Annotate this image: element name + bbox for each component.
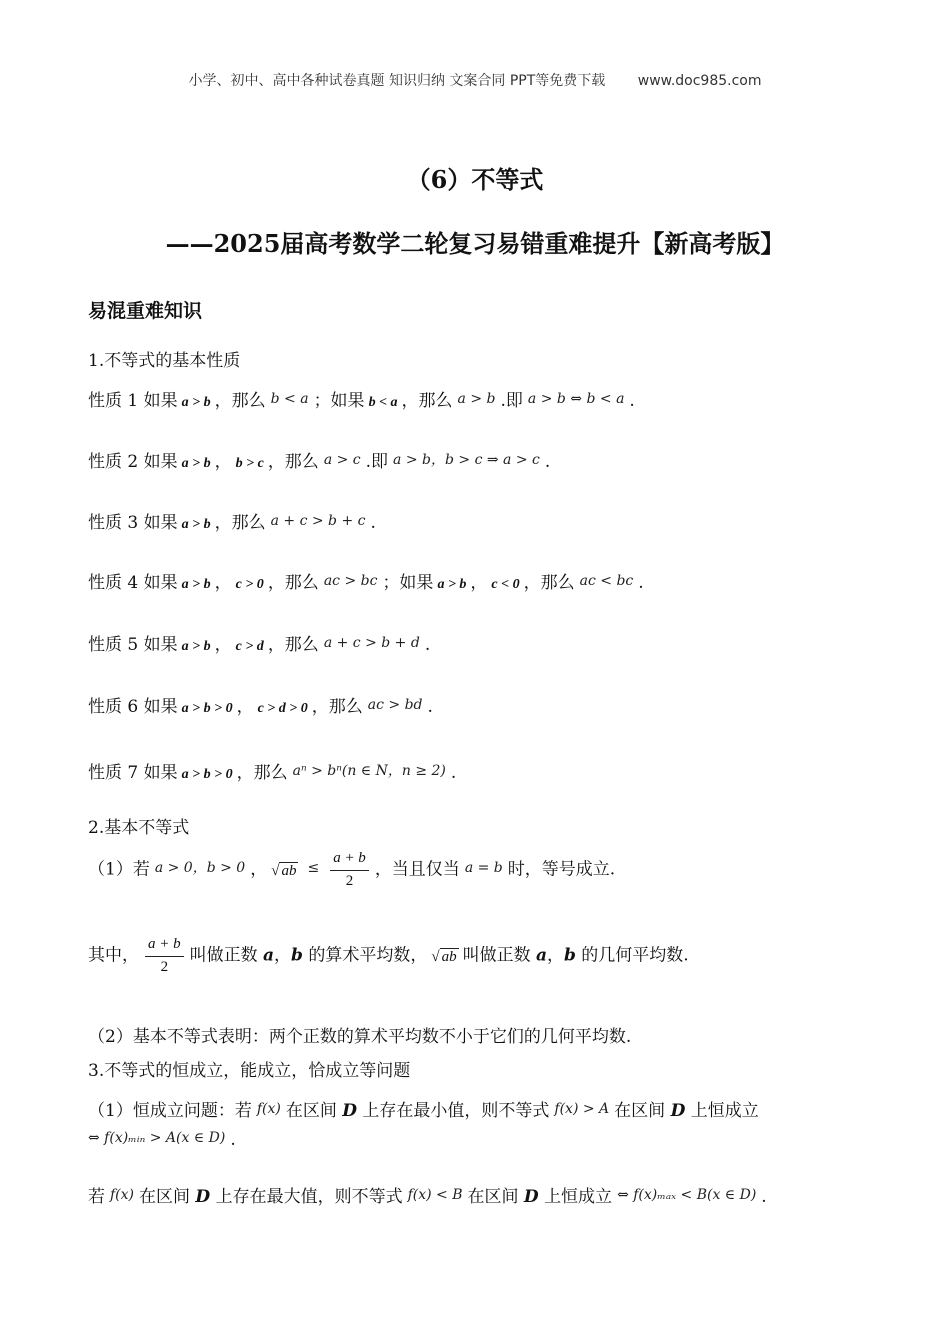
numerator: a + b xyxy=(330,850,369,871)
text: ， xyxy=(250,859,268,880)
text: . xyxy=(544,452,551,472)
text: ， xyxy=(236,697,254,717)
property-6 xyxy=(88,692,433,717)
s1-heading: 1.不等式的基本性质 xyxy=(88,351,241,371)
property-2 xyxy=(88,447,550,472)
math: a > b xyxy=(181,639,211,654)
numerator: a + b xyxy=(145,936,184,957)
text: ， xyxy=(214,452,232,472)
text: 性质 3 如果 xyxy=(88,513,178,533)
fraction xyxy=(330,850,369,890)
text: 上存在最大值，则不等式 xyxy=(215,1187,403,1207)
property-1 xyxy=(88,386,635,411)
text: . xyxy=(230,1130,236,1150)
math: ≤ xyxy=(307,859,320,876)
denominator: 2 xyxy=(160,959,169,975)
text: ，那么 xyxy=(267,452,319,472)
text: ， xyxy=(214,573,232,593)
text: 的算术平均数， xyxy=(308,945,428,966)
text: . xyxy=(427,697,433,717)
text: 在区间 xyxy=(467,1187,519,1207)
basic-inequality-1 xyxy=(88,850,615,890)
math: f(x) < B xyxy=(407,1187,463,1203)
math: b < a xyxy=(368,395,398,410)
text: . xyxy=(424,635,431,655)
math: a > b xyxy=(181,456,211,471)
s3-line-2 xyxy=(88,1130,236,1150)
sqrt-content: ab xyxy=(441,948,457,965)
math: aⁿ > bⁿ(n ∈ N，n ≥ 2) xyxy=(292,763,446,779)
text: 上恒成立 xyxy=(544,1187,613,1207)
math: a > b xyxy=(181,395,211,410)
s2-heading: 2.基本不等式 xyxy=(88,818,190,838)
section-heading: 易混重难知识 xyxy=(88,300,203,322)
text: 性质 6 如果 xyxy=(88,697,178,717)
text: 若 xyxy=(88,1187,105,1207)
text: . xyxy=(629,391,635,411)
math: a > c xyxy=(323,452,361,468)
text: 上存在最小值，则不等式 xyxy=(362,1101,550,1121)
text: 其中， xyxy=(88,945,139,966)
text: ；如果 xyxy=(382,573,434,593)
var: D xyxy=(523,1187,539,1207)
text: 上恒成立 xyxy=(690,1101,759,1121)
math: a > b，b > c ⇒ a > c xyxy=(393,452,540,468)
s3-line-1 xyxy=(88,1096,759,1121)
text: ， xyxy=(214,635,232,655)
math: c > d > 0 xyxy=(257,701,308,716)
var: b xyxy=(291,945,303,966)
page-title: （6）不等式 xyxy=(406,165,544,194)
math: ac > bc xyxy=(323,573,378,589)
text: ，那么 xyxy=(311,697,363,717)
text: .即 xyxy=(500,391,523,411)
text: （1）若 xyxy=(88,859,150,880)
property-5 xyxy=(88,630,430,655)
property-3 xyxy=(88,508,376,533)
text: ，那么 xyxy=(214,513,266,533)
math: a + c > b + c xyxy=(270,513,366,529)
text: ， xyxy=(547,945,564,966)
text: 叫做正数 xyxy=(189,945,258,966)
text: . xyxy=(450,763,457,783)
text: 性质 4 如果 xyxy=(88,573,178,593)
text: 在区间 xyxy=(285,1101,337,1121)
math: c < 0 xyxy=(491,577,520,592)
text: 在区间 xyxy=(139,1187,191,1207)
text: 性质 2 如果 xyxy=(88,452,178,472)
math: c > d xyxy=(235,639,264,654)
math: ⇔ f(x)ₘᵢₙ > A(x ∈ D) xyxy=(88,1130,226,1146)
text: . xyxy=(761,1187,767,1207)
text: 性质 7 如果 xyxy=(88,763,178,783)
text: 在区间 xyxy=(614,1101,666,1121)
text: 性质 5 如果 xyxy=(88,635,178,655)
fraction xyxy=(145,936,184,976)
page-header xyxy=(0,70,950,90)
text: ，当且仅当 xyxy=(374,859,460,880)
text: ， xyxy=(274,945,292,966)
math: a > b xyxy=(437,577,467,592)
var: b xyxy=(564,945,576,966)
math: ac > bd xyxy=(367,697,423,713)
text: ，那么 xyxy=(267,635,319,655)
math: c > 0 xyxy=(235,577,264,592)
var: D xyxy=(195,1187,211,1207)
s3-heading: 3.不等式的恒成立，能成立，恰成立等问题 xyxy=(88,1061,411,1081)
text: 的几何平均数. xyxy=(581,945,689,966)
math: ⇔ f(x)ₘₐₓ < B(x ∈ D) xyxy=(617,1187,757,1203)
math: a > b > 0 xyxy=(181,767,233,782)
basic-inequality-3: （2）基本不等式表明：两个正数的算术平均数不小于它们的几何平均数. xyxy=(88,1027,632,1047)
math: f(x) xyxy=(256,1101,281,1117)
var: a xyxy=(535,945,547,966)
sqrt-ab: √ ab xyxy=(271,862,297,879)
text: 时，等号成立. xyxy=(507,859,616,880)
property-4 xyxy=(88,568,644,593)
s3-line-3 xyxy=(88,1182,767,1207)
math: a > b xyxy=(457,391,496,407)
text: ，那么 xyxy=(214,391,266,411)
header-text: 小学、初中、高中各种试卷真题 知识归纳 文案合同 PPT等免费下载 xyxy=(188,73,606,89)
text: ， xyxy=(470,573,488,593)
var: D xyxy=(670,1101,686,1121)
math: a > b xyxy=(181,577,211,592)
math: a = b xyxy=(464,859,503,876)
math: a > b > 0 xyxy=(181,701,233,716)
var: D xyxy=(342,1101,357,1121)
text: 叫做正数 xyxy=(462,945,531,966)
math: f(x) > A xyxy=(554,1101,610,1117)
math: b < a xyxy=(270,391,309,407)
text: ，那么 xyxy=(267,573,319,593)
text: . xyxy=(370,513,376,533)
text: （1）恒成立问题：若 xyxy=(88,1101,252,1121)
text: . xyxy=(638,573,644,593)
math: f(x) xyxy=(110,1187,135,1203)
var: a xyxy=(263,945,275,966)
text: 性质 1 如果 xyxy=(88,391,178,411)
property-7 xyxy=(88,758,456,783)
math: b > c xyxy=(235,456,264,471)
math: a > 0，b > 0 xyxy=(154,859,246,876)
text: ，那么 xyxy=(236,763,288,783)
text: .即 xyxy=(365,452,389,472)
sqrt-ab: √ ab xyxy=(431,948,457,965)
sqrt-content: ab xyxy=(281,862,297,879)
text: ，那么 xyxy=(523,573,575,593)
math: a + c > b + d xyxy=(323,635,420,651)
math: a > b xyxy=(181,517,211,532)
math: ac < bc xyxy=(579,573,634,589)
text: ；如果 xyxy=(313,391,365,411)
denominator: 2 xyxy=(345,873,354,889)
basic-inequality-2 xyxy=(88,936,689,976)
text: ，那么 xyxy=(401,391,453,411)
page-subtitle: ——2025届高考数学二轮复习易错重难提升【新高考版】 xyxy=(165,229,785,258)
math: a > b ⇔ b < a xyxy=(527,391,625,407)
header-site: www.doc985.com xyxy=(637,73,762,89)
